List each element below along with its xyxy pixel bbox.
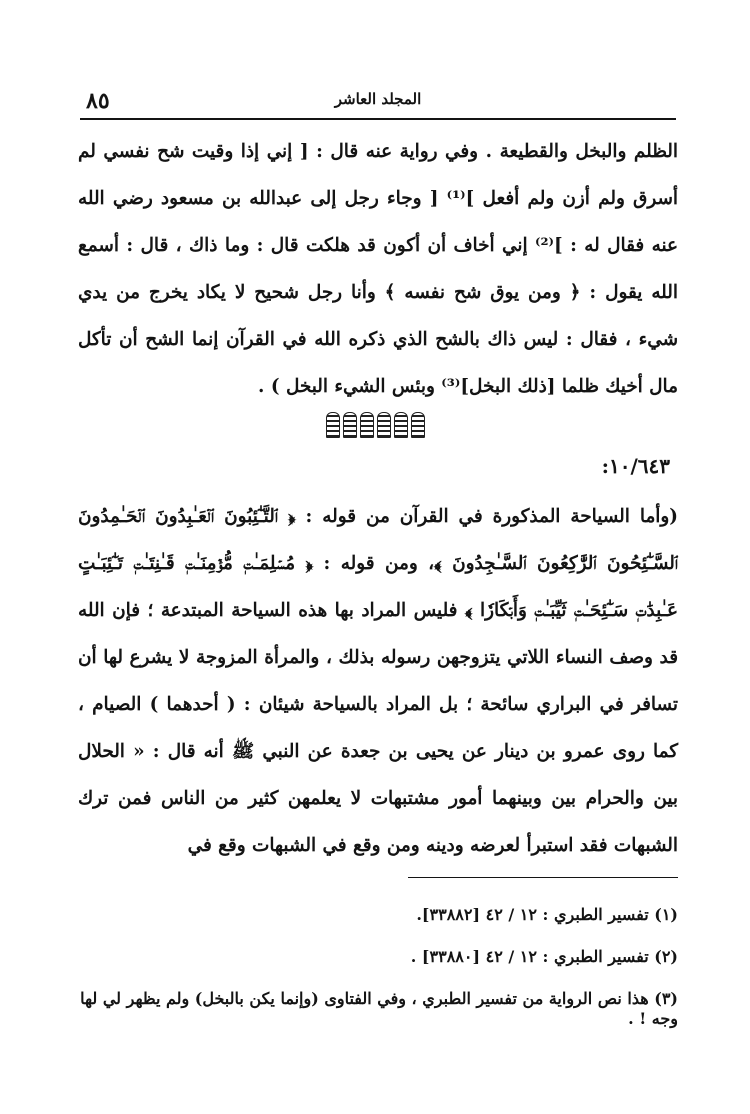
- footnote-1: (١) تفسير الطبري : ١٢ / ٤٢ [٣٣٨٨٢].: [416, 905, 678, 924]
- volume-title: المجلد العاشر: [334, 90, 422, 108]
- footnote-2: (٢) تفسير الطبري : ١٢ / ٤٢ [٣٣٨٨٠] .: [410, 947, 678, 966]
- entry-number: ١٠/٦٤٣:: [601, 454, 670, 478]
- paragraph-1: الظلم والبخل والقطيعة . وفي رواية عنه قال : [ إني إذا وقيت شح نفسي لم أسرق ولم أزن ولم أفعل ]⁽¹⁾ [ وجاء رجل إلى عبدالله بن مسعود رضي الله عنه فقال له : ]⁽²⁾ إني أخاف أن أكون قد هلكت قال : وما ذاك ، قال : أسمع الله يقول : ﴿ ومن يوق شح نفسه ﴾ وأنا رجل شحيح لا يكاد يخرج من يدي شيء ، فقال : ليس ذاك بالشح الذي ذكره الله في القرآن إنما الشح أن تأكل مال أخيك ظلما [ذلك البخل]⁽³⁾ وبئس الشيء البخل ) .: [78, 141, 679, 397]
- footnote-3: (٣) هذا نص الرواية من تفسير الطبري ، وفي الفتاوى (وإنما يكن بالبخل) ولم يظهر لي لها وجه ! .: [80, 989, 678, 1028]
- section-ornament: [0, 412, 750, 442]
- footnote-divider: [408, 877, 678, 878]
- page-number: ٨٥: [86, 88, 110, 114]
- ornament-icon: [326, 412, 425, 442]
- paragraph-2: (وأما السياحة المذكورة في القرآن من قوله : ﴿ ٱلتَّـٰٓئِبُونَ ٱلۡعَـٰبِدُونَ ٱلۡحَـٰمِدُونَ ٱلسَّـٰٓئِحُونَ ٱلرَّٰكِعُونَ ٱلسَّـٰجِدُونَ ﴾، ومن قوله : ﴿ مُسۡلِمَـٰتٖ مُّؤۡمِنَـٰتٖ قَـٰنِتَـٰتٖ تَـٰٓئِبَـٰتٍ عَـٰبِدَٰتٖ سَـٰٓئِحَـٰتٖ ثَيِّبَـٰتٖ وَأَبۡكَارٗا ﴾ فليس المراد بها هذه السياحة المبتدعة ؛ فإن الله قد وصف النساء اللاتي يتزوجهن رسوله بذلك ، والمرأة المزوجة لا يشرع لها أن تسافر في البراري سائحة ؛ بل المراد بالسياحة شيئان : ( أحدهما ) الصيام ، كما روى عمرو بن دينار عن يحيى بن جعدة عن النبي ﷺ أنه قال : « الحلال بين والحرام بين وبينهما أمور مشتبهات لا يعلمهن كثير من الناس فمن ترك الشبهات فقد استبرأ لعرضه ودينه ومن وقع في الشبهات وقع في: [78, 506, 678, 856]
- header-divider: [80, 118, 676, 120]
- page-header: [80, 86, 676, 116]
